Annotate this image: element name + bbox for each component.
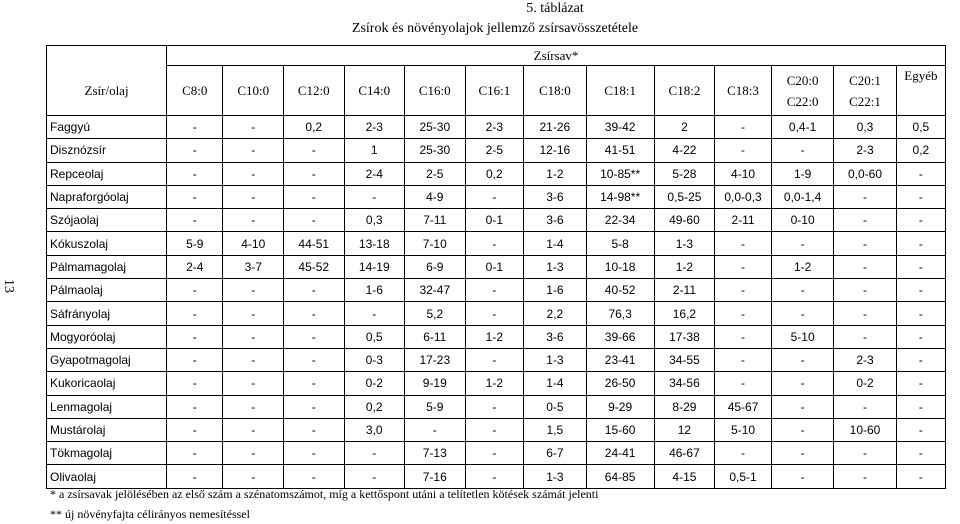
- table-cell: -: [223, 465, 284, 488]
- table-cell: 7-16: [405, 465, 466, 488]
- column-header-top: C20:1: [849, 72, 881, 88]
- table-cell: 3-7: [223, 255, 284, 278]
- table-cell: -: [284, 465, 345, 488]
- table-cell: -: [771, 348, 833, 371]
- table-cell: 39-42: [586, 116, 654, 139]
- table-cell: 22-34: [586, 209, 654, 232]
- table-row: [47, 162, 946, 185]
- table-cell: -: [344, 185, 405, 208]
- table-row: [47, 255, 946, 278]
- column-header: C8:0: [167, 66, 223, 116]
- row-name: Pálmaolaj: [47, 279, 167, 302]
- table-cell: -: [284, 418, 345, 441]
- table-cell: -: [284, 372, 345, 395]
- table-cell: 3,0: [344, 418, 405, 441]
- table-cell: -: [896, 185, 945, 208]
- table-cell: 12: [654, 418, 715, 441]
- table-cell: -: [771, 395, 833, 418]
- column-header: C18:0: [524, 66, 586, 116]
- table-cell: 1-4: [524, 232, 586, 255]
- table-cell: 1-2: [465, 325, 524, 348]
- table-cell: -: [465, 395, 524, 418]
- table-cell: -: [223, 418, 284, 441]
- table-cell: 7-11: [405, 209, 466, 232]
- table-cell: -: [771, 302, 833, 325]
- table-cell: -: [715, 232, 772, 255]
- table-cell: 8-29: [654, 395, 715, 418]
- table-cell: 0,3: [834, 116, 896, 139]
- row-name: Olivaolaj: [47, 465, 167, 488]
- table-cell: -: [223, 279, 284, 302]
- row-name: Kukoricaolaj: [47, 372, 167, 395]
- table-cell: -: [167, 162, 223, 185]
- table-cell: -: [167, 116, 223, 139]
- table-cell: 0,2: [284, 116, 345, 139]
- column-header-stacked: [771, 66, 833, 116]
- table-cell: -: [834, 302, 896, 325]
- table-cell: 0-1: [465, 255, 524, 278]
- fatty-acid-table: [46, 45, 946, 489]
- table-cell: 0-10: [771, 209, 833, 232]
- table-cell: 26-50: [586, 372, 654, 395]
- table-cell: 0,2: [465, 162, 524, 185]
- table-cell: -: [284, 442, 345, 465]
- table-cell: 0,3: [344, 209, 405, 232]
- table-row: [47, 395, 946, 418]
- table-cell: -: [284, 185, 345, 208]
- table-cell: 1-2: [465, 372, 524, 395]
- table-cell: 44-51: [284, 232, 345, 255]
- table-cell: 2-3: [834, 139, 896, 162]
- table-cell: 0,0-1,4: [771, 185, 833, 208]
- table-cell: -: [465, 465, 524, 488]
- table-cell: -: [834, 185, 896, 208]
- row-name: Mogyoróolaj: [47, 325, 167, 348]
- table-cell: -: [715, 325, 772, 348]
- table-cell: -: [465, 348, 524, 371]
- table-cell: -: [284, 348, 345, 371]
- column-header: C18:2: [654, 66, 715, 116]
- column-header: C10:0: [223, 66, 284, 116]
- table-cell: 2,2: [524, 302, 586, 325]
- table-cell: 34-55: [654, 348, 715, 371]
- table-cell: -: [465, 442, 524, 465]
- fatty-acid-group-header: Zsírsav*: [167, 46, 946, 66]
- table-cell: -: [771, 372, 833, 395]
- table-cell: 0,2: [896, 139, 945, 162]
- table-cell: 2-11: [654, 279, 715, 302]
- table-cell: 14-19: [344, 255, 405, 278]
- table-cell: -: [223, 348, 284, 371]
- table-cell: 1-6: [524, 279, 586, 302]
- table-cell: -: [284, 395, 345, 418]
- table-cell: 0,5: [344, 325, 405, 348]
- table-cell: 10-60: [834, 418, 896, 441]
- table-cell: -: [344, 465, 405, 488]
- row-name: Tökmagolaj: [47, 442, 167, 465]
- table-cell: -: [896, 348, 945, 371]
- table-cell: 39-66: [586, 325, 654, 348]
- column-header: C12:0: [284, 66, 345, 116]
- table-cell: 12-16: [524, 139, 586, 162]
- table-cell: -: [771, 418, 833, 441]
- table-cell: -: [834, 325, 896, 348]
- table-cell: -: [167, 325, 223, 348]
- table-cell: -: [167, 279, 223, 302]
- table-cell: -: [715, 279, 772, 302]
- table-cell: 5-28: [654, 162, 715, 185]
- table-cell: -: [284, 209, 345, 232]
- row-label-header: Zsír/olaj: [47, 46, 167, 116]
- row-name: Gyapotmagolaj: [47, 348, 167, 371]
- table-cell: 1-3: [524, 348, 586, 371]
- table-cell: -: [834, 209, 896, 232]
- table-cell: 5-10: [715, 418, 772, 441]
- table-cell: 25-30: [405, 116, 466, 139]
- row-name: Disznózsír: [47, 139, 167, 162]
- row-name: Faggyú: [47, 116, 167, 139]
- table-row: [47, 418, 946, 441]
- table-cell: -: [284, 139, 345, 162]
- table-cell: -: [715, 255, 772, 278]
- table-cell: 1,5: [524, 418, 586, 441]
- table-cell: 17-23: [405, 348, 466, 371]
- table-row: [47, 279, 946, 302]
- table-cell: 0,5-25: [654, 185, 715, 208]
- table-cell: -: [167, 185, 223, 208]
- table-row: [47, 372, 946, 395]
- table-cell: 34-56: [654, 372, 715, 395]
- table-cell: -: [167, 348, 223, 371]
- table-cell: -: [167, 139, 223, 162]
- table-cell: 24-41: [586, 442, 654, 465]
- table-cell: 45-52: [284, 255, 345, 278]
- table-cell: 1-3: [524, 465, 586, 488]
- table-cell: 0-1: [465, 209, 524, 232]
- table-cell: -: [896, 372, 945, 395]
- table-cell: -: [834, 279, 896, 302]
- table-cell: -: [344, 442, 405, 465]
- table-cell: -: [896, 162, 945, 185]
- table-cell: -: [223, 162, 284, 185]
- table-row: [47, 442, 946, 465]
- table-cell: -: [896, 255, 945, 278]
- table-cell: 6-11: [405, 325, 466, 348]
- table-cell: 6-7: [524, 442, 586, 465]
- table-cell: 1-9: [771, 162, 833, 185]
- table-cell: 4-10: [223, 232, 284, 255]
- table-cell: 5-10: [771, 325, 833, 348]
- table-cell: -: [465, 418, 524, 441]
- column-header: C16:1: [465, 66, 524, 116]
- table-cell: 2-11: [715, 209, 772, 232]
- table-row: [47, 348, 946, 371]
- table-cell: -: [896, 302, 945, 325]
- footnote: * a zsírsavak jelölésében az első szám a szénatomszámot, míg a kettőspont utáni a telítetlen kötések számát jelenti: [50, 487, 599, 501]
- table-cell: -: [167, 442, 223, 465]
- table-cell: 0-2: [344, 372, 405, 395]
- table-cell: 7-10: [405, 232, 466, 255]
- table-cell: 3-6: [524, 185, 586, 208]
- table-cell: 1-6: [344, 279, 405, 302]
- footnote: ** új növényfajta célirányos nemesítéssel: [50, 507, 250, 521]
- row-name: Szójaolaj: [47, 209, 167, 232]
- table-cell: 40-52: [586, 279, 654, 302]
- column-header-bottom: C22:1: [849, 93, 881, 109]
- table-cell: -: [167, 395, 223, 418]
- table-cell: 1-2: [771, 255, 833, 278]
- table-cell: 5-9: [167, 232, 223, 255]
- table-cell: 2-5: [405, 162, 466, 185]
- table-cell: -: [223, 139, 284, 162]
- table-cell: 10-18: [586, 255, 654, 278]
- table-cell: 2-3: [834, 348, 896, 371]
- table-cell: -: [284, 279, 345, 302]
- table-cell: -: [223, 116, 284, 139]
- table-cell: -: [223, 325, 284, 348]
- table-cell: -: [834, 232, 896, 255]
- table-cell: 41-51: [586, 139, 654, 162]
- table-cell: -: [896, 465, 945, 488]
- column-header-other: Egyéb: [896, 66, 945, 116]
- table-cell: 2-5: [465, 139, 524, 162]
- table-cell: 46-67: [654, 442, 715, 465]
- table-cell: -: [167, 209, 223, 232]
- column-header: C18:3: [715, 66, 772, 116]
- table-cell: 9-29: [586, 395, 654, 418]
- table-cell: -: [896, 232, 945, 255]
- table-cell: -: [715, 372, 772, 395]
- footnotes: [50, 484, 598, 524]
- table-cell: -: [223, 209, 284, 232]
- table-cell: -: [896, 325, 945, 348]
- table-cell: -: [834, 395, 896, 418]
- table-cell: -: [834, 442, 896, 465]
- table-cell: -: [715, 348, 772, 371]
- table-cell: 15-60: [586, 418, 654, 441]
- page-number: 13: [1, 279, 16, 293]
- table-row: [47, 116, 946, 139]
- table-cell: -: [896, 209, 945, 232]
- table-cell: 0,0-60: [834, 162, 896, 185]
- table-title: Zsírok és növényolajok jellemző zsírsavösszetétele: [351, 21, 639, 36]
- table-cell: -: [167, 372, 223, 395]
- column-header-bottom: C22:0: [786, 93, 819, 109]
- table-cell: -: [465, 185, 524, 208]
- table-cell: -: [223, 442, 284, 465]
- table-cell: -: [771, 232, 833, 255]
- table-cell: -: [223, 395, 284, 418]
- table-cell: 1-2: [524, 162, 586, 185]
- table-cell: 3-6: [524, 325, 586, 348]
- table-cell: 0,2: [344, 395, 405, 418]
- table-cell: 0,5: [896, 116, 945, 139]
- table-cell: -: [344, 302, 405, 325]
- table-cell: 17-38: [654, 325, 715, 348]
- row-name: Napraforgóolaj: [47, 185, 167, 208]
- table-cell: -: [771, 465, 833, 488]
- table-cell: 45-67: [715, 395, 772, 418]
- table-cell: -: [465, 279, 524, 302]
- table-row: [47, 185, 946, 208]
- table-cell: 25-30: [405, 139, 466, 162]
- row-name: Pálmamagolaj: [47, 255, 167, 278]
- table-cell: -: [834, 465, 896, 488]
- table-cell: -: [167, 302, 223, 325]
- table-cell: 0,5-1: [715, 465, 772, 488]
- table-row: [47, 209, 946, 232]
- table-cell: -: [771, 139, 833, 162]
- table-cell: 1-2: [654, 255, 715, 278]
- table-cell: -: [284, 162, 345, 185]
- column-header-stacked: [834, 66, 896, 116]
- table-cell: -: [834, 255, 896, 278]
- table-cell: -: [896, 395, 945, 418]
- table-cell: 4-10: [715, 162, 772, 185]
- table-cell: -: [167, 418, 223, 441]
- table-cell: 76,3: [586, 302, 654, 325]
- table-cell: -: [223, 185, 284, 208]
- column-header: C14:0: [344, 66, 405, 116]
- table-cell: 1: [344, 139, 405, 162]
- table-row: [47, 302, 946, 325]
- table-cell: 21-26: [524, 116, 586, 139]
- table-cell: -: [167, 465, 223, 488]
- table-cell: 6-9: [405, 255, 466, 278]
- table-cell: -: [405, 418, 466, 441]
- table-cell: -: [715, 116, 772, 139]
- table-cell: 10-85**: [586, 162, 654, 185]
- table-cell: 0,4-1: [771, 116, 833, 139]
- table-row: [47, 139, 946, 162]
- table-row: [47, 232, 946, 255]
- table-cell: 13-18: [344, 232, 405, 255]
- table-cell: 0,0-0,3: [715, 185, 772, 208]
- table-cell: -: [896, 418, 945, 441]
- table-cell: 16,2: [654, 302, 715, 325]
- table-cell: -: [771, 442, 833, 465]
- table-cell: -: [465, 232, 524, 255]
- row-name: Mustárolaj: [47, 418, 167, 441]
- table-cell: 23-41: [586, 348, 654, 371]
- table-cell: 9-19: [405, 372, 466, 395]
- column-header: C16:0: [405, 66, 466, 116]
- table-cell: 3-6: [524, 209, 586, 232]
- table-cell: 5-9: [405, 395, 466, 418]
- table-cell: 7-13: [405, 442, 466, 465]
- table-cell: 1-3: [524, 255, 586, 278]
- table-cell: -: [715, 442, 772, 465]
- table-cell: 2-4: [167, 255, 223, 278]
- table-number: 5. táblázat: [526, 1, 584, 16]
- table-cell: 64-85: [586, 465, 654, 488]
- table-cell: -: [465, 302, 524, 325]
- column-header: C18:1: [586, 66, 654, 116]
- table-cell: -: [715, 139, 772, 162]
- row-name: Kókuszolaj: [47, 232, 167, 255]
- row-name: Repceolaj: [47, 162, 167, 185]
- table-cell: 5,2: [405, 302, 466, 325]
- table-cell: 0-3: [344, 348, 405, 371]
- table-cell: 2-3: [344, 116, 405, 139]
- table-cell: -: [896, 442, 945, 465]
- table-cell: 32-47: [405, 279, 466, 302]
- table-cell: 0-2: [834, 372, 896, 395]
- table-cell: 5-8: [586, 232, 654, 255]
- table-cell: 2: [654, 116, 715, 139]
- table-cell: 0-5: [524, 395, 586, 418]
- table-cell: -: [284, 302, 345, 325]
- row-name: Sáfrányolaj: [47, 302, 167, 325]
- table-cell: 4-9: [405, 185, 466, 208]
- row-name: Lenmagolaj: [47, 395, 167, 418]
- table-cell: -: [223, 302, 284, 325]
- table-cell: 1-3: [654, 232, 715, 255]
- table-cell: 2-3: [465, 116, 524, 139]
- table-cell: 1-4: [524, 372, 586, 395]
- table-cell: 4-15: [654, 465, 715, 488]
- table-cell: 14-98**: [586, 185, 654, 208]
- table-cell: -: [223, 372, 284, 395]
- table-cell: -: [284, 325, 345, 348]
- table-cell: -: [896, 279, 945, 302]
- table-cell: -: [715, 302, 772, 325]
- table-cell: -: [771, 279, 833, 302]
- table-cell: 4-22: [654, 139, 715, 162]
- table-cell: 49-60: [654, 209, 715, 232]
- column-header-top: C20:0: [786, 72, 819, 88]
- table-cell: 2-4: [344, 162, 405, 185]
- table-row: [47, 325, 946, 348]
